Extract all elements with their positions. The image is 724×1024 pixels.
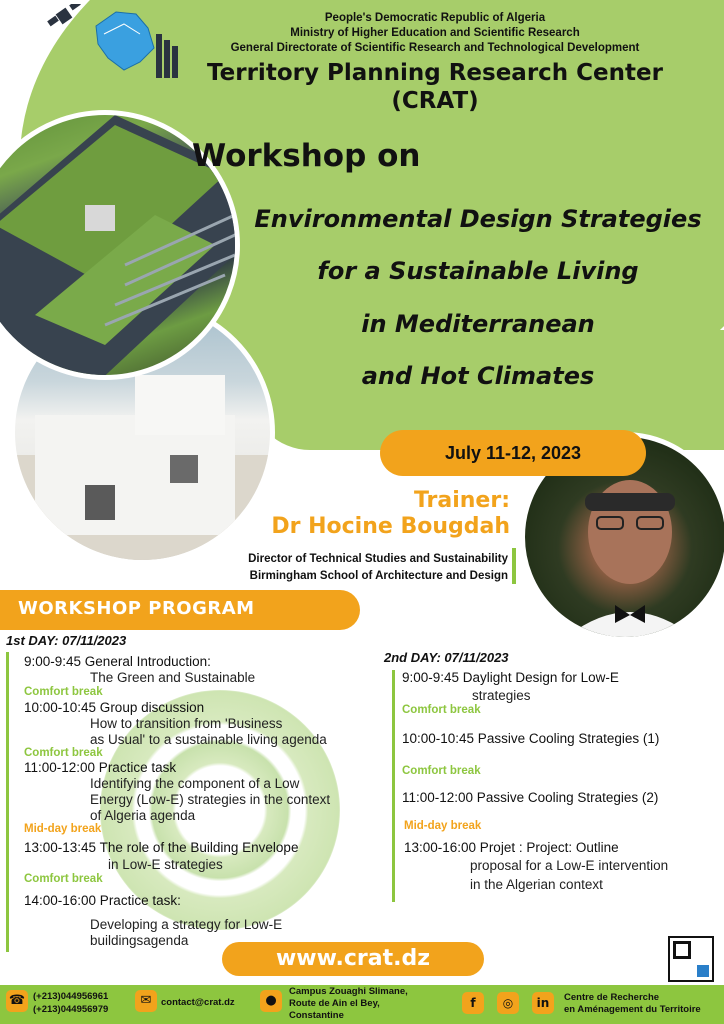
workshop-date-badge: July 11-12, 2023: [380, 430, 646, 476]
trainer-affiliation: Birmingham School of Architecture and Design: [249, 570, 508, 582]
day1-break-4: Comfort break: [24, 873, 103, 885]
phone-number-1[interactable]: (+213)044956961: [33, 991, 109, 1002]
day2-session-4-detail-2: in the Algerian context: [470, 877, 603, 892]
day2-midday-break: Mid-day break: [404, 820, 482, 832]
linkedin-icon[interactable]: in: [532, 992, 554, 1014]
day1-session-3-detail-2: Energy (Low-E) strategies in the context: [90, 792, 331, 807]
workshop-title-line-4: and Hot Climates: [361, 362, 595, 390]
day1-title: 1st DAY: 07/11/2023: [6, 633, 127, 648]
email-address[interactable]: contact@crat.dz: [161, 997, 235, 1008]
organization-name-line-1: Centre de Recherche: [564, 992, 660, 1003]
day2-break-1: Comfort break: [402, 704, 481, 716]
day1-session-2: 10:00-10:45 Group discussion: [24, 700, 205, 715]
day1-session-4-detail: in Low-E strategies: [108, 857, 223, 872]
day1-session-3-detail-1: Identifying the component of a Low: [90, 776, 300, 791]
day1-break-1: Comfort break: [24, 686, 103, 698]
center-name: Territory Planning Research Center: [207, 60, 663, 86]
day1-break-2: Comfort break: [24, 747, 103, 759]
phone-number-2[interactable]: (+213)044956979: [33, 1004, 109, 1015]
qr-code-icon[interactable]: [668, 936, 714, 982]
crat-logo: [44, 4, 190, 84]
day1-session-4: 13:00-13:45 The role of the Building Envelope: [24, 840, 299, 855]
day1-session-2-detail-1: How to transition from 'Business: [90, 716, 283, 731]
day1-timeline-bar: [6, 652, 9, 952]
workshop-heading: Workshop on: [192, 138, 421, 174]
program-heading: WORKSHOP PROGRAM: [18, 598, 255, 619]
trainer-name: Dr Hocine Bougdah: [271, 514, 510, 539]
day1-session-5-detail-1: Developing a strategy for Low-E: [90, 917, 283, 932]
location-pin-icon: ●: [260, 990, 282, 1012]
header-ministry: Ministry of Higher Education and Scientific Research: [290, 27, 580, 39]
day1-midday-break: Mid-day break: [24, 823, 102, 835]
phone-icon: ☎: [6, 990, 28, 1012]
day2-session-3: 11:00-12:00 Passive Cooling Strategies (2): [402, 790, 659, 805]
instagram-icon[interactable]: ◎: [497, 992, 519, 1014]
logo-icon: [44, 4, 190, 84]
trainer-role: Director of Technical Studies and Sustainability: [248, 553, 508, 565]
day2-session-4-detail-1: proposal for a Low-E intervention: [470, 858, 669, 873]
workshop-title-line-2: for a Sustainable Living: [317, 257, 639, 285]
header-directorate: General Directorate of Scientific Research and Technological Development: [230, 42, 640, 54]
address-line-3: Constantine: [289, 1010, 344, 1021]
day2-break-2: Comfort break: [402, 765, 481, 777]
website-link[interactable]: www.crat.dz: [222, 942, 484, 976]
trainer-accent-bar: [512, 548, 516, 584]
day1-session-3: 11:00-12:00 Practice task: [24, 760, 177, 775]
organization-name-line-2: en Aménagement du Territoire: [564, 1004, 701, 1015]
day1-session-1: 9:00-9:45 General Introduction:: [24, 654, 211, 669]
day1-session-2-detail-2: as Usual' to a sustainable living agenda: [90, 732, 327, 747]
workshop-title-line-1: Environmental Design Strategies: [254, 205, 702, 233]
day1-session-1-detail: The Green and Sustainable: [90, 670, 256, 685]
day1-session-5: 14:00-16:00 Practice task:: [24, 893, 181, 908]
trainer-label: Trainer:: [413, 488, 510, 513]
day1-session-5-detail-2: buildingsagenda: [90, 933, 189, 948]
day1-session-3-detail-3: of Algeria agenda: [90, 808, 196, 823]
email-icon: ✉: [135, 990, 157, 1012]
day2-session-1: 9:00-9:45 Daylight Design for Low-E: [402, 670, 619, 685]
address-line-1: Campus Zouaghi Slimane,: [289, 986, 408, 997]
header-country: People's Democratic Republic of Algeria: [324, 12, 546, 24]
day2-title: 2nd DAY: 07/11/2023: [384, 650, 509, 665]
day2-session-4: 13:00-16:00 Projet : Project: Outline: [404, 840, 619, 855]
center-acronym: (CRAT): [391, 88, 479, 114]
workshop-title-line-3: in Mediterranean: [361, 310, 595, 338]
address-line-2: Route de Ain el Bey,: [289, 998, 380, 1009]
facebook-icon[interactable]: f: [462, 992, 484, 1014]
day2-session-1-detail: strategies: [472, 688, 531, 703]
day2-session-2: 10:00-10:45 Passive Cooling Strategies (1): [402, 731, 660, 746]
day2-timeline-bar: [392, 670, 395, 902]
